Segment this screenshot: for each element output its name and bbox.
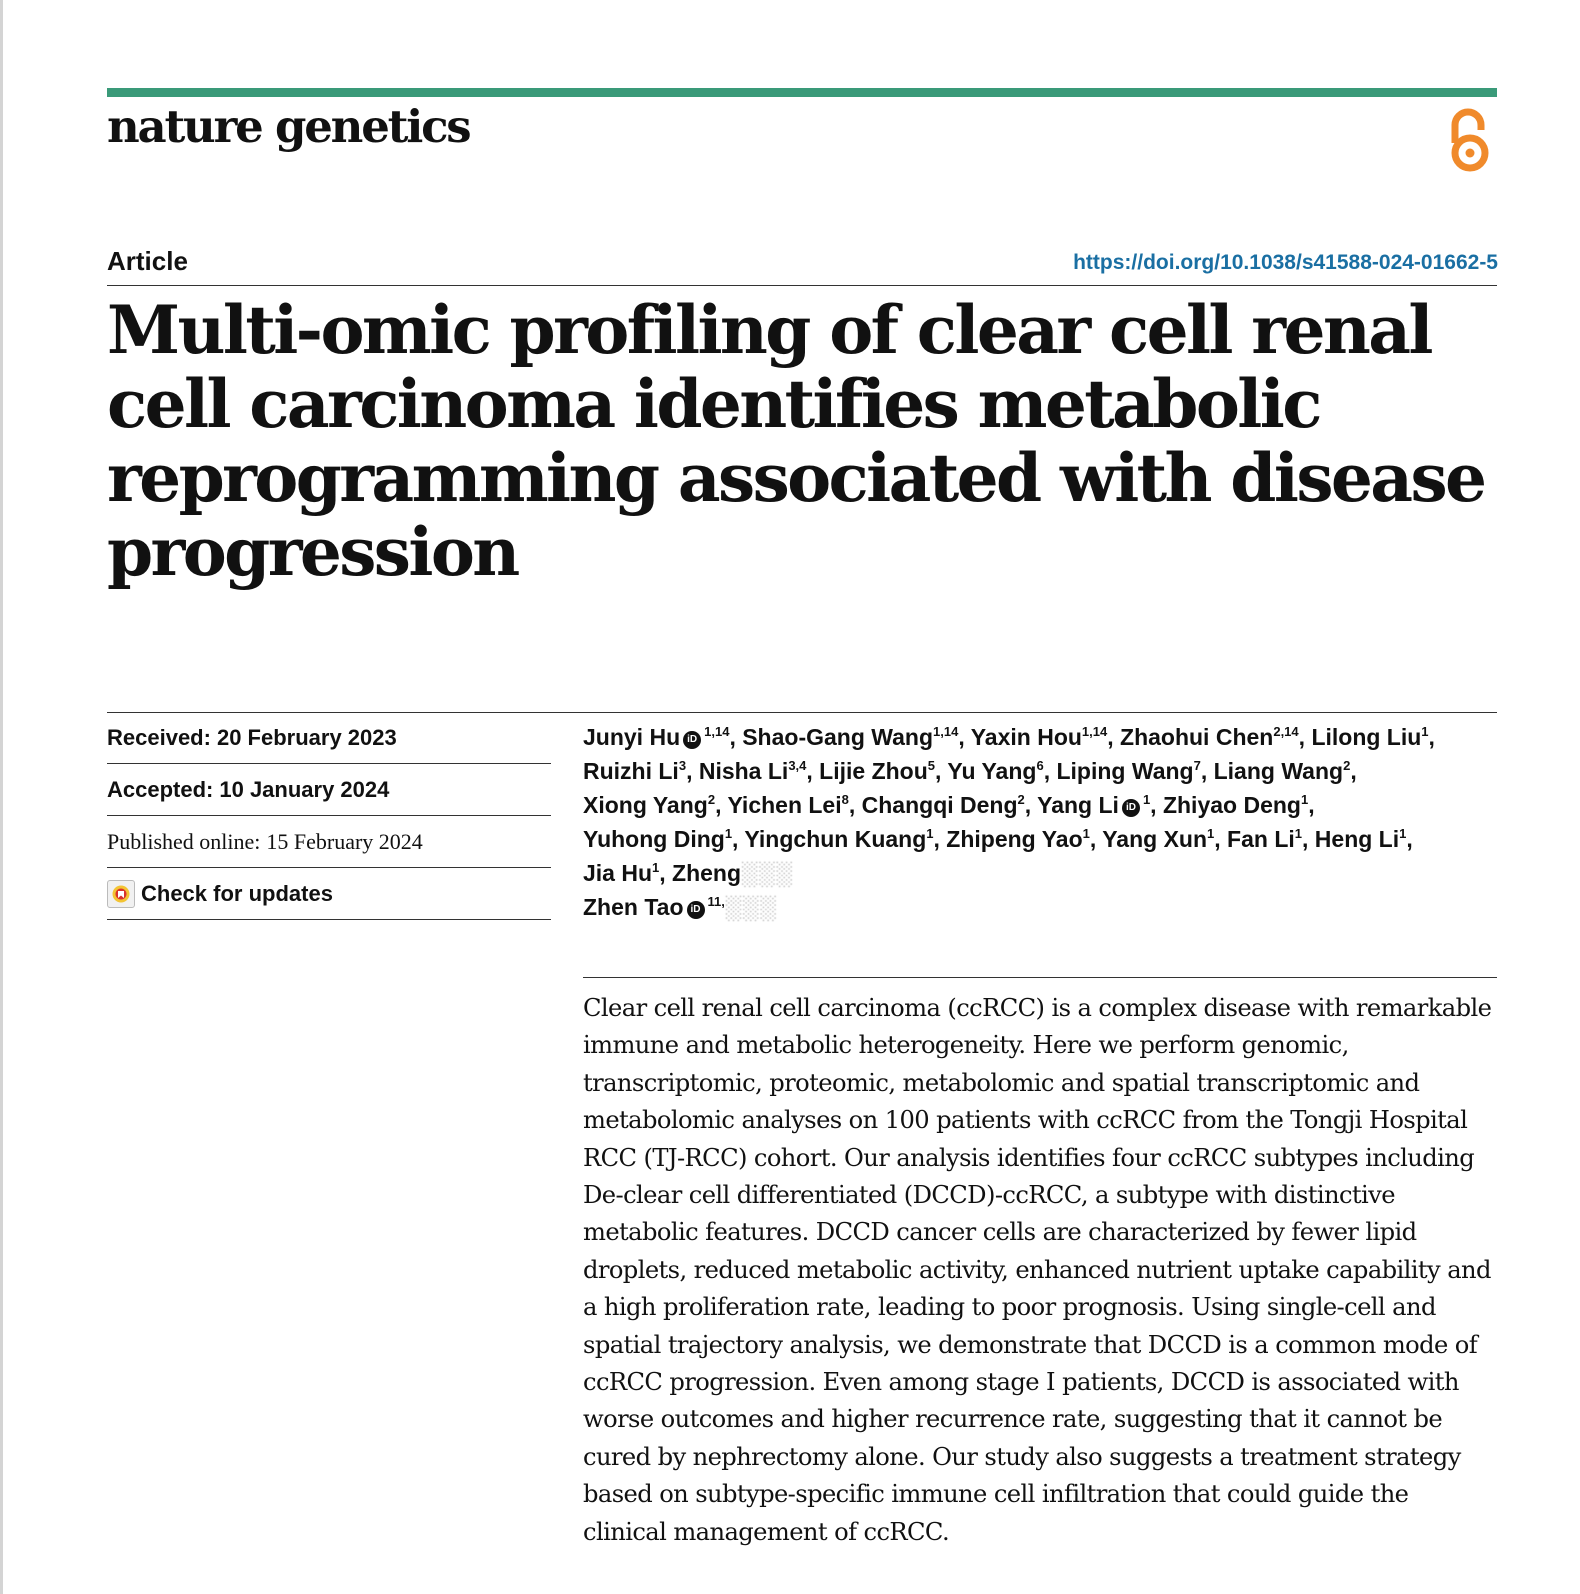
header-divider [107, 285, 1497, 286]
author-name[interactable]: Yuhong Ding [583, 826, 725, 852]
check-for-updates-button[interactable] [107, 868, 551, 920]
author-affiliation: 1 [1300, 792, 1309, 807]
author-affiliation: 3,4 [788, 758, 807, 773]
author-name[interactable]: Ruizhi Li [583, 758, 679, 784]
author-name[interactable]: Junyi Hu [583, 724, 681, 750]
journal-accent-bar [107, 88, 1497, 97]
author-list: Junyi Hu iD$^{1,14}$, Shao-Gang Wang$^{1,14}$, Yaxin Hou$^{1,14}$, Zhaohui Chen$^{2,14}$, Lilong Liu$^1$, Ruizhi Li$^3$, Nisha Li$^{3,4}$, Lijie Zhou$^5$, Yu Yang$^6$, Liping Wang$^7$, Liang Wang$^2$, Xiong Yang$^2$, Yichen Lei$^8$, Changqi Deng$^2$, Yang Li $iD^1$, Zhiyao Deng$^1$, Yuhong Ding$^1$, Yingchun Kuang$^1$, Zhipeng Yao$^1$, Yang Xun$^1$, Fan Li$^1$, Heng Li$^1$, Jia Hu$^1$, Zheng░░░ Zhen Tao $iD^{11,}░░░$ [583, 724, 1435, 920]
author-name[interactable]: Yaxin Hou [970, 724, 1082, 750]
author-name[interactable]: Changqi Deng [861, 792, 1018, 818]
author-name[interactable]: Yingchun Kuang [744, 826, 927, 852]
author-affiliation: 1 [1421, 724, 1429, 739]
author-affiliation: 1 [1294, 826, 1303, 841]
author-name[interactable]: Zhen Tao [583, 894, 684, 920]
author-name[interactable]: Yu Yang [947, 758, 1037, 784]
author-affiliation: 1 [1207, 826, 1215, 841]
received-label: Received: [107, 724, 211, 750]
author-name[interactable]: Zheng [672, 860, 742, 886]
author-affiliation: 2 [707, 792, 716, 807]
author-name[interactable]: Shao-Gang Wang [742, 724, 934, 750]
orcid-icon[interactable]: iD [687, 901, 705, 919]
author-affiliation: 2 [1017, 792, 1025, 807]
author-name[interactable]: Heng Li [1314, 826, 1400, 852]
article-type-label: Article [107, 246, 188, 276]
author-affiliation: 7 [1193, 758, 1201, 773]
author-affiliation: 1 [1142, 792, 1151, 807]
accepted-label: Accepted: [107, 776, 214, 802]
author-affiliation: 2 [1343, 758, 1351, 773]
orcid-icon[interactable]: iD [683, 731, 701, 749]
published-value: 15 February 2024 [266, 828, 423, 854]
author-affiliation: 1 [1082, 826, 1090, 841]
author-affiliation: 8 [841, 792, 849, 807]
author-affiliation: 1,14 [704, 724, 730, 739]
author-affiliation: 6 [1036, 758, 1044, 773]
obscured-text: ░░░ [741, 860, 793, 886]
page-edge [0, 0, 3, 1594]
abstract-divider [583, 977, 1497, 978]
received-date [107, 712, 551, 764]
journal-logo[interactable]: nature genetics [107, 100, 470, 153]
author-name[interactable]: Lilong Liu [1311, 724, 1422, 750]
obscured-text: ░░░ [724, 894, 777, 920]
author-affiliation: 11, [707, 894, 725, 909]
author-name[interactable]: Yichen Lei [727, 792, 842, 818]
author-affiliation: 1 [926, 826, 934, 841]
received-value: 20 February 2023 [216, 724, 397, 750]
published-date [107, 816, 551, 868]
check-for-updates-label: Check for updates [141, 880, 333, 906]
author-name[interactable]: Zhipeng Yao [946, 826, 1083, 852]
abstract-text: Clear cell renal cell carcinoma (ccRCC) is a complex disease with remarkable immune and metabolic heterogeneity. Here we perform genomic, transcriptomic, proteomic, metabolomic and spatial transcriptomic and metabolomic analyses on 100 patients with ccRCC from the Tongji Hospital RCC (TJ-RCC) cohort. Our analysis identifies four ccRCC subtypes including De-clear cell differentiated (DCCD)-ccRCC, a subtype with distinctive metabolic features. DCCD cancer cells are characterized by fewer lipid droplets, reduced metabolic activity, enhanced nutrient uptake capability and a high proliferation rate, leading to poor prognosis. Using single-cell and spatial trajectory analysis, we demonstrate that DCCD is a common mode of ccRCC progression. Even among stage I patients, DCCD is associated with worse outcomes and higher recurrence rate, suggesting that it cannot be cured by nephrectomy alone. Our study also suggests a treatment strategy based on subtype-specific immune cell infiltration that could guide the clinical management of ccRCC. [583, 994, 1492, 1546]
author-name[interactable]: Jia Hu [583, 860, 653, 886]
author-affiliation: 1 [724, 826, 733, 841]
author-name[interactable]: Xiong Yang [583, 792, 708, 818]
author-name[interactable]: Lijie Zhou [819, 758, 928, 784]
author-affiliation: 5 [927, 758, 936, 773]
article-title: Multi-omic profiling of clear cell renal cell carcinoma identifies metabolic reprogramming associated with disease progression [107, 291, 1485, 591]
open-access-icon [1447, 103, 1493, 173]
accepted-value: 10 January 2024 [219, 776, 390, 802]
published-label: Published online: [107, 828, 261, 854]
author-name[interactable]: Zhaohui Chen [1120, 724, 1274, 750]
author-name[interactable]: Nisha Li [698, 758, 789, 784]
accepted-date [107, 764, 551, 816]
author-name[interactable]: Liping Wang [1056, 758, 1194, 784]
orcid-icon[interactable]: iD [1122, 799, 1140, 817]
author-name[interactable]: Zhiyao Deng [1162, 792, 1301, 818]
author-name[interactable]: Yang Li [1037, 792, 1119, 818]
doi-link[interactable]: https://doi.org/10.1038/s41588-024-01662-5 [1073, 251, 1498, 274]
article-dates [107, 712, 551, 920]
author-affiliation: 2,14 [1273, 724, 1299, 739]
author-name[interactable]: Liang Wang [1213, 758, 1344, 784]
check-for-updates-icon [107, 880, 135, 908]
author-name[interactable]: Yang Xun [1102, 826, 1208, 852]
author-affiliation: 1 [652, 860, 660, 875]
author-name[interactable]: Fan Li [1227, 826, 1295, 852]
author-affiliation: 1,14 [1081, 724, 1108, 739]
author-affiliation: 1,14 [933, 724, 959, 739]
author-affiliation: 1 [1399, 826, 1407, 841]
author-affiliation: 3 [678, 758, 687, 773]
